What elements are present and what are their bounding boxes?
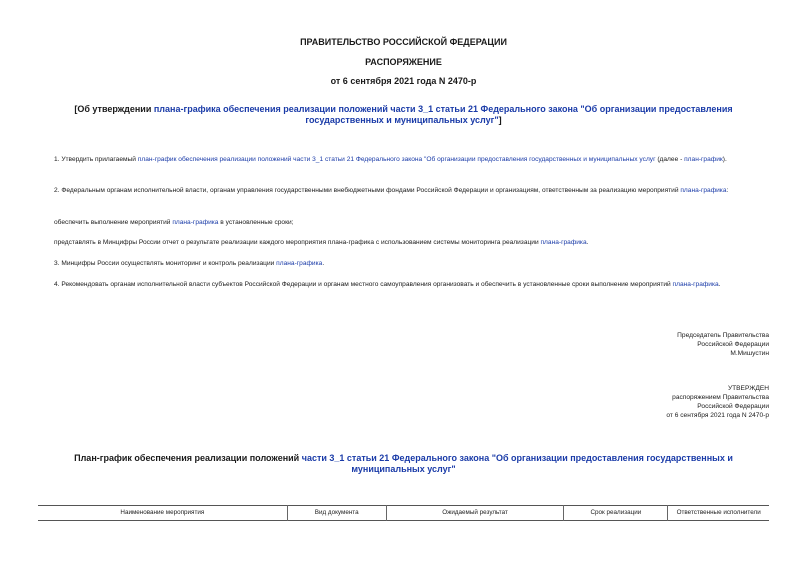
column-header-deadline: Срок реализации: [564, 506, 668, 521]
paragraph-1-text: 1. Утвердить прилагаемый: [54, 156, 138, 163]
signature-line-1: Председатель Правительства: [677, 332, 769, 339]
paragraph-5-text: 3. Минцифры России осуществлять мониторинг и контроль реализации: [54, 260, 277, 267]
paragraph-1-link[interactable]: план-график обеспечения реализации положений части 3_1 статьи 21 Федерального закона "Об организации предоставления государственных и муниципальных услуг: [137, 156, 656, 163]
paragraph-5-link[interactable]: плана-графика: [276, 260, 323, 267]
paragraph-3-link[interactable]: плана-графика: [172, 219, 219, 226]
paragraph-5: [54, 259, 769, 268]
paragraph-6-text: 4. Рекомендовать органам исполнительной власти субъектов Российской Федерации и органам местного самоуправления организовать и обеспечить в установленные сроки выполнение мероприятий: [54, 281, 673, 288]
paragraph-2-text-2: :: [726, 187, 729, 194]
paragraph-2-link[interactable]: плана-графика: [680, 187, 727, 194]
paragraph-2: [38, 186, 769, 195]
approved-block: [469, 384, 769, 420]
paragraph-5-text-2: .: [322, 260, 325, 267]
column-header-measure: Наименование мероприятия: [120, 509, 205, 516]
approved-line-4: от 6 сентября 2021 года N 2470-р: [666, 412, 769, 419]
approved-line-1: УТВЕРЖДЕН: [727, 385, 769, 392]
column-header-responsible: Ответственные исполнители: [668, 506, 769, 521]
signature-line-3: М.Мишустин: [730, 350, 769, 357]
paragraph-3-text-2: в установленные сроки;: [218, 219, 294, 226]
paragraph-4: [54, 238, 769, 247]
paragraph-6-link[interactable]: плана-графика: [672, 281, 719, 288]
approved-line-3: Российской Федерации: [697, 403, 769, 410]
paragraph-1: [38, 155, 769, 164]
paragraph-4-text: представлять в Минцифры России отчет о результате реализации каждого мероприятия плана-графика с использованием системы мониторинга реализации: [54, 239, 541, 246]
paragraph-4-link[interactable]: плана-графика: [540, 239, 587, 246]
plan-table: [38, 505, 769, 521]
plan-title-link[interactable]: части 3_1 статьи 21 Федерального закона "Об организации предоставления государственных и муниципальных услуг": [301, 453, 733, 474]
plan-title-prefix: План-график обеспечения реализации положений: [74, 453, 302, 463]
paragraph-4-text-2: .: [586, 239, 589, 246]
document-title: [38, 104, 769, 126]
paragraph-1-text-2: (далее -: [655, 156, 685, 163]
signature-line-2: Российской Федерации: [697, 341, 769, 348]
paragraph-6: [38, 280, 769, 289]
column-header-document-type: Вид документа: [287, 506, 386, 521]
document-type-heading: РАСПОРЯЖЕНИЕ: [365, 57, 442, 67]
paragraph-3: [54, 218, 769, 227]
paragraph-2-text: 2. Федеральным органам исполнительной власти, органам управления государственными внебюджетными фондами Российской Федерации и организациям, ответственным за реализацию мероприятий: [54, 187, 681, 194]
paragraph-1-text-3: ).: [722, 156, 727, 163]
paragraph-6-text-2: .: [718, 281, 721, 288]
paragraph-3-text: обеспечить выполнение мероприятий: [54, 219, 173, 226]
government-heading: ПРАВИТЕЛЬСТВО РОССИЙСКОЙ ФЕДЕРАЦИИ: [300, 37, 507, 47]
approved-line-2: распоряжением Правительства: [672, 394, 769, 401]
paragraph-1-link-2[interactable]: план-график: [684, 156, 723, 163]
plan-table-header-row: [38, 506, 769, 521]
signature-block: [469, 331, 769, 358]
title-link[interactable]: плана-графика обеспечения реализации положений части 3_1 статьи 21 Федерального закона "Об организации предоставления государственных и муниципальных услуг": [153, 104, 733, 125]
title-prefix: [Об утверждении: [74, 104, 154, 114]
plan-title: [38, 453, 769, 475]
document-date-number: от 6 сентября 2021 года N 2470-р: [330, 76, 477, 86]
column-header-expected-result: Ожидаемый результат: [386, 506, 564, 521]
title-suffix: ]: [498, 115, 502, 125]
